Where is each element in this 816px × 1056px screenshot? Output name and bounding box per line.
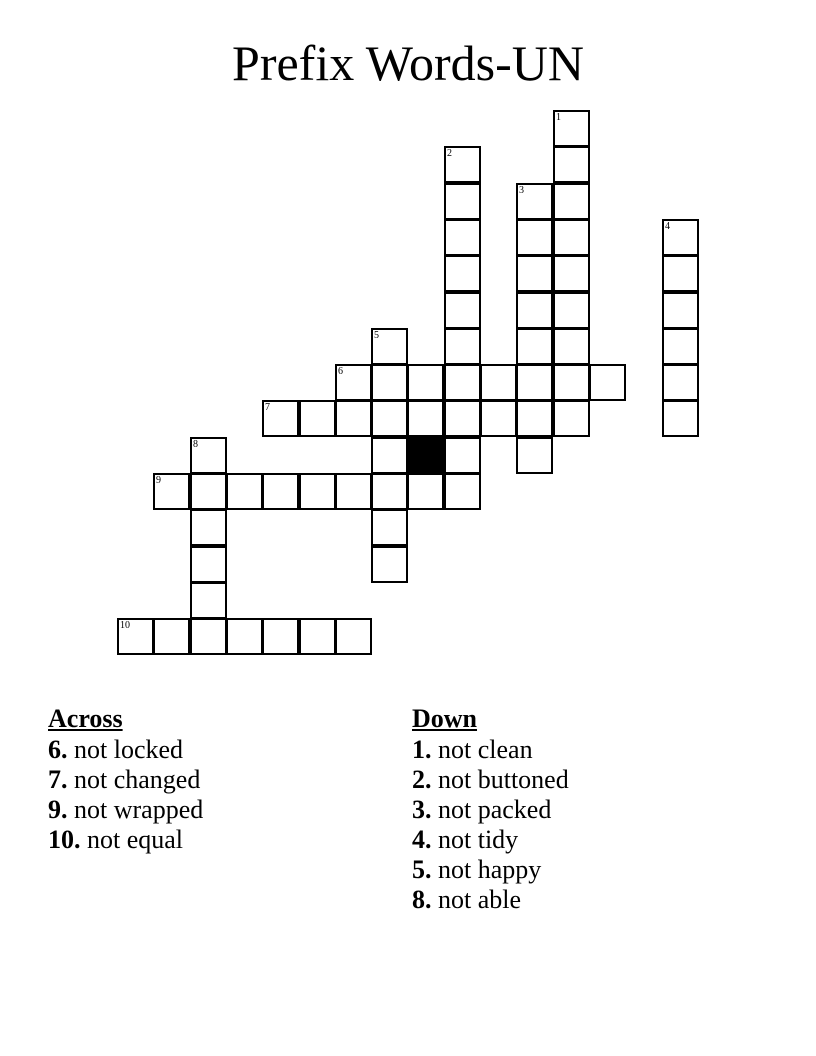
grid-cell[interactable] (190, 437, 227, 474)
grid-cell[interactable] (371, 509, 408, 546)
grid-cell[interactable] (589, 364, 626, 401)
across-clues (48, 704, 203, 855)
grid-cell[interactable] (444, 292, 481, 329)
grid-cell[interactable] (226, 618, 263, 655)
grid-cell[interactable] (371, 546, 408, 583)
grid-cell[interactable] (553, 400, 590, 437)
cell-number: 5 (374, 330, 379, 341)
grid-cell[interactable] (117, 618, 154, 655)
clue-number: 2. (412, 765, 432, 794)
cell-number: 2 (447, 148, 452, 159)
grid-cell[interactable] (444, 255, 481, 292)
grid-cell[interactable] (553, 364, 590, 401)
grid-cell[interactable] (444, 328, 481, 365)
grid-cell[interactable] (371, 473, 408, 510)
grid-cell[interactable] (516, 255, 553, 292)
cell-number: 3 (519, 185, 524, 196)
grid-cell[interactable] (190, 473, 227, 510)
cell-number: 9 (156, 475, 161, 486)
grid-cell[interactable] (553, 255, 590, 292)
grid-cell[interactable] (480, 364, 517, 401)
clue-text: not clean (438, 735, 533, 764)
page-title: Prefix Words-UN (232, 35, 584, 91)
clue-text: not packed (438, 795, 552, 824)
down-clue (412, 795, 569, 825)
grid-cell[interactable] (516, 400, 553, 437)
clue-number: 5. (412, 855, 432, 884)
grid-cell[interactable] (516, 183, 553, 220)
across-clue (48, 735, 203, 765)
grid-cell[interactable] (444, 437, 481, 474)
clue-text: not buttoned (438, 765, 569, 794)
cell-number: 7 (265, 402, 270, 413)
cell-number: 8 (193, 439, 198, 450)
clue-number: 3. (412, 795, 432, 824)
grid-cell[interactable] (444, 219, 481, 256)
down-clue (412, 855, 569, 885)
grid-cell[interactable] (662, 255, 699, 292)
grid-cell[interactable] (553, 328, 590, 365)
across-clue (48, 765, 203, 795)
across-heading: Across (48, 704, 123, 733)
grid-cell[interactable] (335, 618, 372, 655)
down-clue (412, 885, 569, 915)
grid-cell[interactable] (516, 437, 553, 474)
grid-cell[interactable] (662, 400, 699, 437)
clue-number: 9. (48, 795, 68, 824)
grid-cell[interactable] (371, 328, 408, 365)
grid-cell[interactable] (553, 292, 590, 329)
grid-cell[interactable] (407, 364, 444, 401)
clue-text: not wrapped (74, 795, 204, 824)
grid-cell[interactable] (371, 437, 408, 474)
grid-cell[interactable] (444, 146, 481, 183)
grid-cell[interactable] (371, 400, 408, 437)
grid-cell[interactable] (153, 473, 190, 510)
grid-cell[interactable] (371, 364, 408, 401)
grid-cell[interactable] (516, 364, 553, 401)
grid-cell[interactable] (444, 183, 481, 220)
clue-text: not equal (87, 825, 184, 854)
clue-number: 1. (412, 735, 432, 764)
grid-cell[interactable] (444, 400, 481, 437)
grid-cell[interactable] (480, 400, 517, 437)
down-clues (412, 704, 569, 915)
across-clue (48, 795, 203, 825)
clue-text: not able (438, 885, 522, 914)
grid-cell[interactable] (662, 292, 699, 329)
grid-cell[interactable] (553, 110, 590, 147)
down-clue (412, 765, 569, 795)
clue-number: 10. (48, 825, 81, 854)
down-heading: Down (412, 704, 478, 733)
grid-cell[interactable] (299, 618, 336, 655)
grid-cell[interactable] (226, 473, 263, 510)
grid-cell[interactable] (335, 364, 372, 401)
clue-text: not locked (74, 735, 184, 764)
grid-cell[interactable] (299, 473, 336, 510)
grid-cell[interactable] (662, 219, 699, 256)
grid-cell[interactable] (662, 364, 699, 401)
clue-number: 8. (412, 885, 432, 914)
grid-cell[interactable] (299, 400, 336, 437)
grid-cell[interactable] (407, 400, 444, 437)
grid-cell[interactable] (407, 473, 444, 510)
grid-cell[interactable] (190, 618, 227, 655)
grid-cell[interactable] (262, 400, 299, 437)
grid-cell[interactable] (153, 618, 190, 655)
clue-text: not happy (438, 855, 542, 884)
clue-text: not changed (74, 765, 201, 794)
grid-cell[interactable] (190, 546, 227, 583)
grid-cell[interactable] (444, 473, 481, 510)
cell-number: 10 (120, 620, 130, 631)
grid-cell[interactable] (553, 183, 590, 220)
clue-number: 4. (412, 825, 432, 854)
cell-number: 4 (665, 221, 670, 232)
cell-number: 6 (338, 366, 343, 377)
cell-number: 1 (556, 112, 561, 123)
grid-cell[interactable] (190, 582, 227, 619)
down-clue (412, 735, 569, 765)
grid-cell[interactable] (335, 400, 372, 437)
grid-cell[interactable] (335, 473, 372, 510)
grid-cell[interactable] (553, 219, 590, 256)
grid-cell[interactable] (516, 219, 553, 256)
grid-cell[interactable] (262, 473, 299, 510)
grid-cell[interactable] (662, 328, 699, 365)
grid-cell[interactable] (516, 328, 553, 365)
grid-cell[interactable] (444, 364, 481, 401)
clue-number: 7. (48, 765, 68, 794)
grid-cell[interactable] (553, 146, 590, 183)
clue-text: not tidy (438, 825, 519, 854)
grid-cell[interactable] (262, 618, 299, 655)
grid-cell[interactable] (190, 509, 227, 546)
grid-cell[interactable] (516, 292, 553, 329)
across-clue (48, 825, 203, 855)
grid-block (407, 437, 444, 474)
clue-number: 6. (48, 735, 68, 764)
down-clue (412, 825, 569, 855)
